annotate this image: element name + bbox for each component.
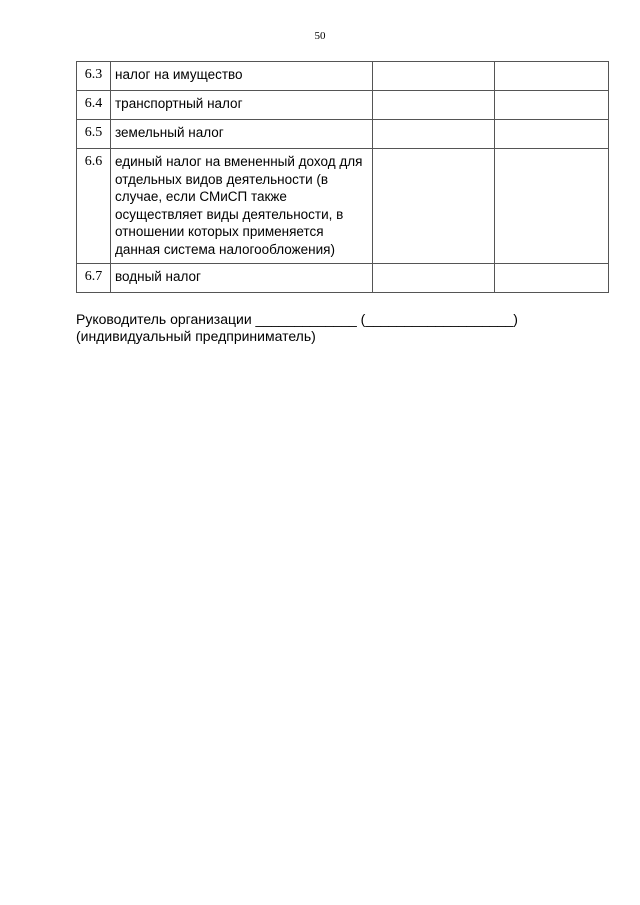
signature-caption: (индивидуальный предприниматель) xyxy=(76,328,316,344)
table-row xyxy=(77,264,609,293)
table-row xyxy=(77,120,609,149)
value-cell[interactable] xyxy=(373,62,495,91)
value-cell[interactable] xyxy=(373,149,495,264)
row-label: земельный налог xyxy=(111,120,373,149)
table-row xyxy=(77,149,609,264)
value-cell[interactable] xyxy=(495,264,609,293)
table-row xyxy=(77,62,609,91)
value-cell[interactable] xyxy=(495,149,609,264)
row-label: водный налог xyxy=(111,264,373,293)
value-cell[interactable] xyxy=(495,62,609,91)
value-cell[interactable] xyxy=(373,91,495,120)
row-label: единый налог на вмененный доход для отдельных видов деятельности (в случае, если СМиСП также осуществляет виды деятельности, в отношении которых применяется данная система налогообложения) xyxy=(111,149,373,264)
row-number: 6.7 xyxy=(77,264,111,293)
signature-block xyxy=(76,311,518,345)
signature-line: Руководитель организации _____________ (___________________) xyxy=(76,311,518,327)
row-number: 6.3 xyxy=(77,62,111,91)
row-number: 6.5 xyxy=(77,120,111,149)
row-number: 6.6 xyxy=(77,149,111,264)
value-cell[interactable] xyxy=(495,91,609,120)
tax-table xyxy=(76,61,609,293)
value-cell[interactable] xyxy=(373,120,495,149)
page-number: 50 xyxy=(314,30,326,42)
row-label: налог на имущество xyxy=(111,62,373,91)
row-number: 6.4 xyxy=(77,91,111,120)
value-cell[interactable] xyxy=(373,264,495,293)
table-row xyxy=(77,91,609,120)
row-label: транспортный налог xyxy=(111,91,373,120)
value-cell[interactable] xyxy=(495,120,609,149)
